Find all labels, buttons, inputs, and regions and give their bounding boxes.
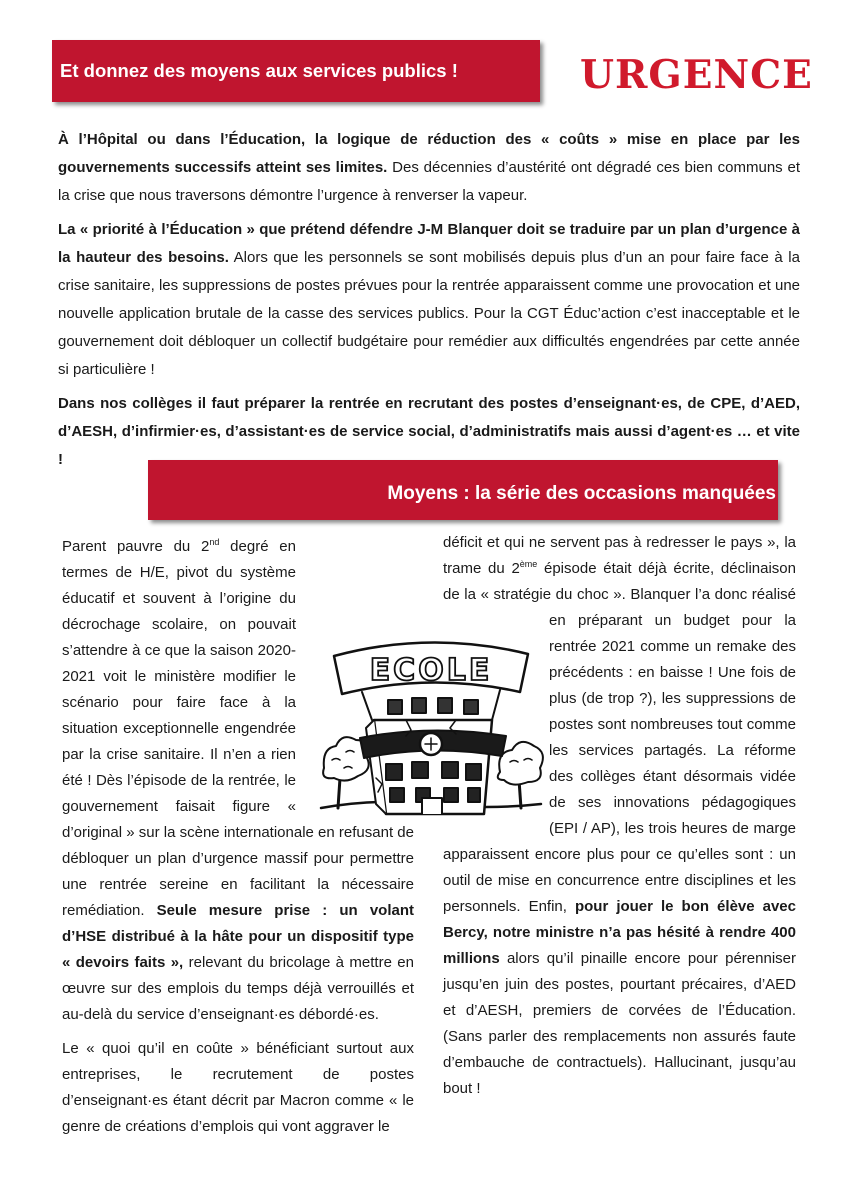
intro-p2-rest: Alors que les personnels se sont mobilisés depuis plus d’un an pour faire face à la crise sanitaire, les suppressions de postes prévues pour la rentrée apparaissent comme une provocation et une nouvelle application brutale de la casse des services publics. Pour la CGT Éduc’action c’est inacceptable et le gouvernement doit débloquer un collectif budgétaire pour remédier aux difficultés engendrées par cette année si particulière ! bbox=[58, 249, 800, 378]
left-p1-sup: nd bbox=[209, 537, 220, 547]
intro-paragraph-1 bbox=[58, 126, 800, 210]
right-p1-b: épisode était déjà écrite, déclinaison de la « stratégie du choc ». Blanquer l’a donc réalisé en préparant un budget pour la rentrée 2021 comme un remake des précédents : en baisse ! Une fois de plus (de trop ?), les suppressions de postes sont nombreuses tout comme les services partagés. La réforme des collèges étant désormais vidée de ses innovations pédagogiques (EPI / AP), les trois heures de marge apparaissent encore plus pour ce qu’elles sont : un outil de mise en concurrence entre disciplines et les personnels. Enfin, bbox=[443, 560, 796, 915]
intro-paragraph-2 bbox=[58, 216, 800, 384]
banner-title-2: Moyens : la série des occasions manquées bbox=[387, 483, 776, 504]
left-p1-c: relevant du bricolage à mettre en œuvre sur des emplois du temps déjà verrouillés et au-delà du service d’enseignant·es débordé·es. bbox=[62, 954, 414, 1023]
right-p1-bold: pour jouer le bon élève avec Bercy, notre ministre n’a pas hésité à rendre 400 millions bbox=[443, 898, 796, 967]
school-building-illustration bbox=[316, 628, 546, 828]
urgence-stamp: URGENCE bbox=[580, 52, 813, 98]
left-column bbox=[62, 534, 414, 1148]
left-p1-a: Parent pauvre du 2 bbox=[62, 538, 210, 555]
school-sign-text: ECOLE bbox=[369, 653, 493, 688]
left-paragraph-2 bbox=[62, 1036, 414, 1140]
intro-p2-bold: La « priorité à l’Éducation » que prétend défendre J-M Blanquer doit se traduire par un plan d’urgence à la hauteur des besoins. bbox=[58, 221, 800, 266]
right-p1-sup: ème bbox=[519, 559, 538, 569]
section-banner-services-publics bbox=[52, 40, 540, 102]
left-p2: Le « quoi qu’il en coûte » bénéficiant surtout aux entreprises, le recrutement de postes d’enseignant·es étant décrit par Macron comme « le genre de créations d’emplois qui vont aggraver le bbox=[62, 1040, 414, 1135]
left-p1-b: degré en termes de H/E, pivot du système éducatif et souvent à l’origine du décrochage scolaire, on pouvait s’attendre à ce que la saison 2020-2021 voit le ministère modifier le scénario pour faire face à la situation exceptionnelle engendrée par la crise sanitaire. Il n’en a rien été ! Dès l’épisode de la rentrée, le gouvernement faisait figure « d’original » sur la scène internationale en refusant de débloquer un plan d’urgence massif pour permettre une rentrée sereine en facilitant la nécessaire remédiation. bbox=[62, 538, 414, 919]
intro-p1-bold: À l’Hôpital ou dans l’Éducation, la logique de réduction des « coûts » mise en place par les gouvernements successifs atteint ses limites. bbox=[58, 131, 800, 176]
intro-p3-bold: Dans nos collèges il faut préparer la rentrée en recrutant des postes d’enseignant·es, de CPE, d’AED, d’AESH, d’infirmier·es, d’assistant·es de service social, d’administratifs mais aussi d’agent·es … et vite ! bbox=[58, 395, 800, 468]
right-p1-a: déficit et qui ne servent pas à redresser le pays », la trame du 2 bbox=[443, 534, 796, 577]
intro-text bbox=[58, 126, 800, 480]
left-p1-bold: Seule mesure prise : un volant d’HSE distribué à la hâte pour un dispositif type « devoirs faits », bbox=[62, 902, 414, 971]
intro-p1-rest: Des décennies d’austérité ont dégradé ces bien communs et la crise que nous traversons démontre l’urgence à renverser la vapeur. bbox=[58, 159, 800, 204]
section-banner-moyens bbox=[148, 460, 778, 520]
banner-title: Et donnez des moyens aux services publics ! bbox=[60, 60, 458, 81]
right-p1-c: alors qu’il pinaille encore pour pérenniser jusqu’en juin des postes, pourtant précaires, d’AED et d’AESH, premiers de corvées de l’Éducation. (Sans parler des remplacements non assurés faute d’embauche de contractuels). Hallucinant, jusqu’au bout ! bbox=[443, 950, 796, 1097]
